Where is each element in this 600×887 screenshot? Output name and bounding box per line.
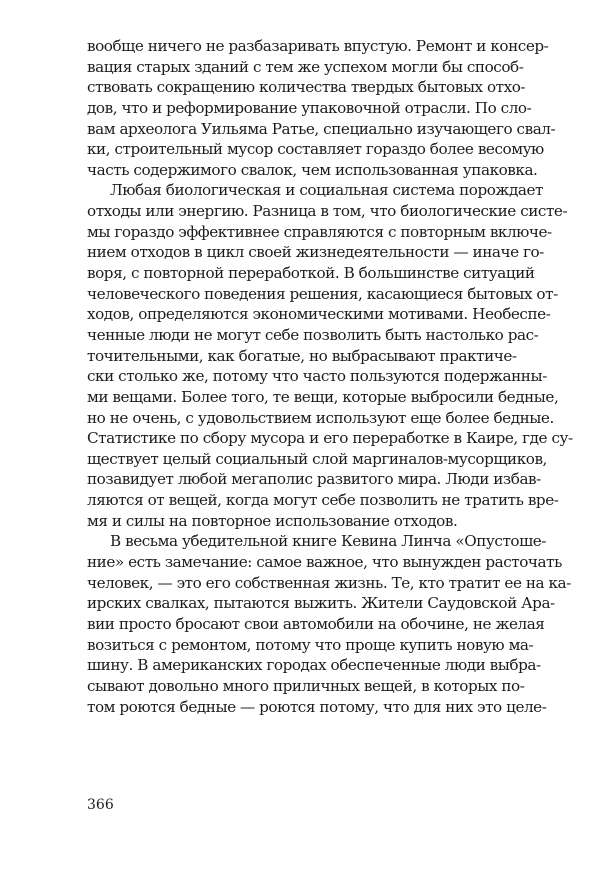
text-line: вии просто бросают свои автомобили на обочине, не желая [87,614,545,633]
text-line: вам археолога Уильяма Ратье, специально изучающего свал- [87,119,556,138]
text-line: дов, что и реформирование упаковочной отрасли. По сло- [87,98,532,117]
paragraph-2 [87,180,573,531]
text-line: мы гораздо эффективнее справляются с повторным включе- [87,222,552,241]
text-line: мя и силы на повторное использование отходов. [87,511,458,530]
text-line: Любая биологическая и социальная система порождает [110,181,543,200]
text-line: шину. В американских городах обеспеченные люди выбра- [87,656,541,675]
text-line: позавидует любой мегаполис развитого мира. Люди избав- [87,470,541,489]
text-line: человек, — это его собственная жизнь. Те, кто тратит ее на ка- [87,573,571,592]
text-line: ходов, определяются экономическими мотивами. Необеспе- [87,305,551,324]
text-line: ние» есть замечание: самое важное, что вынужден расточать [87,553,562,572]
paragraph-3 [87,531,571,717]
text-line: ми вещами. Более того, те вещи, которые выбросили бедные, [87,387,559,406]
text-line: ствовать сокращению количества твердых бытовых отхо- [87,78,526,97]
text-line: вация старых зданий с тем же успехом могли бы способ- [87,57,524,76]
page-number: 366 [87,797,114,813]
text-line: сывают довольно много приличных вещей, в которых по- [87,676,525,695]
text-line: точительными, как богатые, но выбрасывают практиче- [87,346,517,365]
text-line: том роются бедные — роются потому, что для них это целе- [87,697,547,716]
text-line: нием отходов в цикл своей жизнедеятельности — иначе го- [87,243,544,262]
text-line: отходы или энергию. Разница в том, что биологические систе- [87,202,568,221]
paragraph-1 [87,36,556,180]
text-line: ирских свалках, пытаются выжить. Жители Саудовской Ара- [87,594,555,613]
text-line: ки, строительный мусор составляет гораздо более весомую [87,140,544,159]
text-line: часть содержимого свалок, чем использованная упаковка. [87,160,538,179]
text-line: человеческого поведения решения, касающиеся бытовых от- [87,284,558,303]
text-line: воря, с повторной переработкой. В большинстве ситуаций [87,264,535,283]
text-line: ченные люди не могут себе позволить быть настолько рас- [87,325,539,344]
text-line: ществует целый социальный слой маргиналов-мусорщиков, [87,449,547,468]
text-line: возиться с ремонтом, потому что проще купить новую ма- [87,635,534,654]
text-line: ляются от вещей, когда могут себе позволить не тратить вре- [87,491,559,510]
page-body [87,36,573,717]
text-line: Статистике по сбору мусора и его переработке в Каире, где су- [87,429,573,448]
text-line: но не очень, с удовольствием используют еще более бедные. [87,408,554,427]
text-line: вообще ничего не разбазаривать впустую. Ремонт и консер- [87,37,549,55]
text-line: ски столько же, потому что часто пользуются подержанны- [87,367,547,386]
text-line: В весьма убедительной книге Кевина Линча «Опустоше- [110,532,546,551]
